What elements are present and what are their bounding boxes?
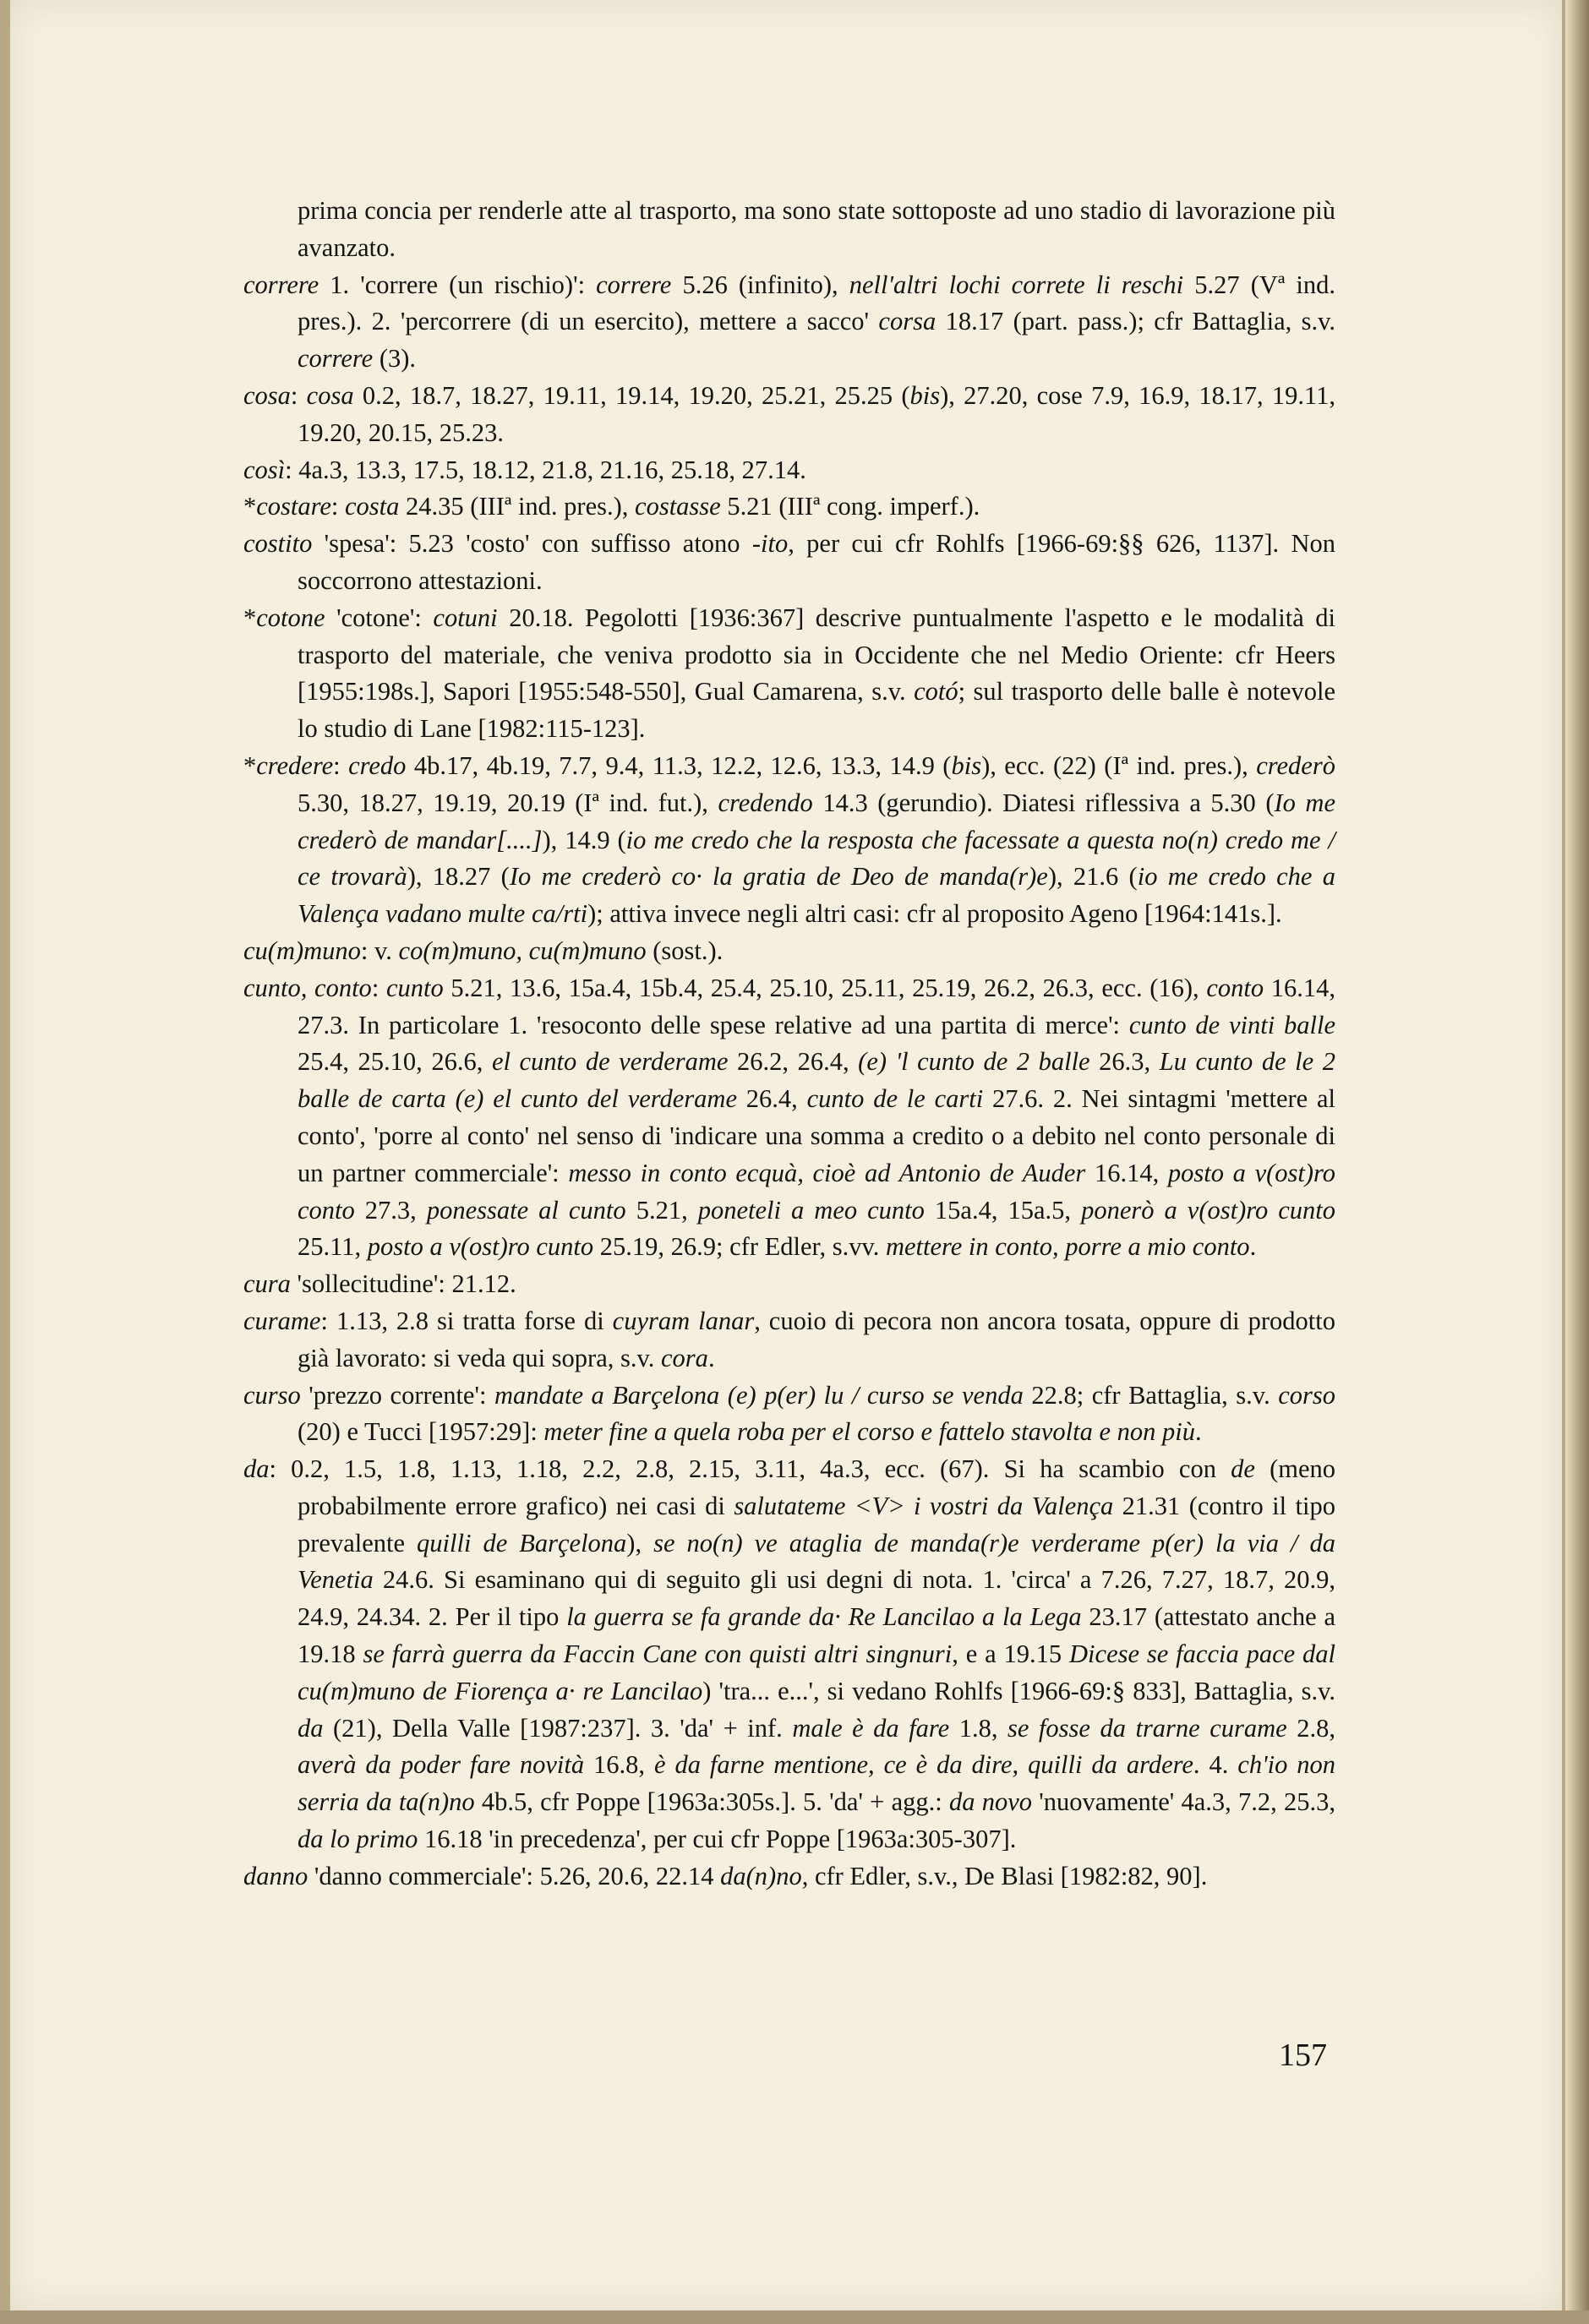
text-segment: 16.18 'in precedenza', per cui cfr Poppe [1963a:305-307].	[418, 1825, 1017, 1854]
italic-text: quilli de Barçelona	[417, 1528, 627, 1558]
text-segment: (sost.).	[646, 936, 724, 965]
italic-text: cotuni	[433, 603, 498, 632]
italic-text: ch'io non serria da ta(n)no	[298, 1750, 1336, 1817]
italic-text: cunto	[385, 973, 444, 1002]
italic-text: è da farne mentione, ce è da dire, quilli da ardere	[653, 1750, 1193, 1780]
text-segment: 15a.4, 15a.5,	[924, 1195, 1082, 1225]
italic-text: credendo	[718, 788, 813, 817]
page-spine-shadow	[1565, 0, 1589, 2324]
lemma-entry	[243, 1377, 1335, 1452]
italic-text: cosa	[243, 380, 291, 410]
italic-text: cora	[661, 1343, 708, 1372]
text-segment: , cuoio di pecora non ancora tosata, oppure di prodotto già lavorato: si veda qui sopra, s.v.	[298, 1306, 1335, 1372]
text-segment: 0.2, 18.7, 18.27, 19.11, 19.14, 19.20, 25.21, 25.25 (	[353, 380, 910, 410]
text-segment: 25.19, 26.9; cfr Edler, s.vv.	[593, 1232, 886, 1262]
text-segment: 20.18. Pegolotti [1936:367] descrive puntualmente l'aspetto e le modalità di trasporto del materiale, che veniva prodotto sia in Occidente che nel Medio Oriente: cfr Heers [1955:198s.], Sapori [1955:548-550], Gual Camarena, s.v.	[298, 603, 1336, 706]
text-segment: ; sul trasporto delle balle è notevole lo studio di Lane [1982:115-123].	[298, 677, 1336, 744]
text-segment: ), 18.27 (	[407, 862, 510, 892]
text-segment: 'cotone':	[325, 603, 434, 632]
italic-text: ponerò a v(ost)ro cunto	[1081, 1195, 1336, 1225]
text-segment: 5.26 (infinito),	[671, 270, 849, 299]
italic-text: curame	[243, 1306, 321, 1335]
italic-text: -ito	[751, 529, 789, 559]
text-segment: 5.30, 18.27, 19.19, 20.19 (Iª ind. fut.),	[298, 788, 718, 817]
text-segment: 26.4,	[737, 1084, 807, 1114]
dictionary-text	[243, 193, 1335, 1896]
italic-text: posto a v(ost)ro cunto	[367, 1232, 594, 1262]
text-segment: :	[290, 380, 307, 410]
text-segment: *	[243, 603, 257, 632]
italic-text: da lo primo	[298, 1825, 418, 1854]
text-segment: 'nuovamente' 4a.3, 7.2, 25.3,	[1031, 1787, 1335, 1817]
italic-text: da novo	[948, 1787, 1032, 1817]
italic-text: male è da fare	[792, 1713, 950, 1743]
italic-text: io me credo che la resposta che facessate a questa no(n) credo me / ce trovarà	[298, 825, 1335, 892]
italic-text: corsa	[878, 307, 936, 336]
lemma-entry	[243, 488, 1335, 526]
italic-text: cunto de vinti balle	[1128, 1010, 1335, 1039]
lemma-entry	[243, 748, 1335, 933]
text-segment: 'danno commerciale': 5.26, 20.6, 22.14	[308, 1861, 721, 1890]
text-segment: ); attiva invece negli altri casi: cfr al proposito Ageno [1964:141s.].	[587, 899, 1282, 929]
text-segment: :	[333, 750, 349, 780]
text-segment: (21), Della Valle [1987:237]. 3. 'da' + inf.	[323, 1713, 793, 1743]
text-segment: 25.4, 25.10, 26.6,	[298, 1047, 492, 1077]
italic-text: cura	[243, 1269, 291, 1299]
italic-text: costare	[256, 492, 331, 521]
italic-text: correre	[243, 270, 319, 299]
text-segment: ), 21.6 (	[1047, 862, 1138, 892]
text-segment: 27.3,	[354, 1195, 427, 1225]
lemma-entry	[243, 1858, 1335, 1896]
text-segment: 'prezzo corrente':	[300, 1380, 494, 1410]
text-segment: ),	[626, 1528, 654, 1558]
italic-text: Io me crederò de mandar[....]	[298, 788, 1335, 854]
text-segment: 1. 'correre (un rischio)':	[319, 270, 597, 299]
lemma-entry	[243, 600, 1335, 748]
italic-text: messo in conto ecquà, cioè ad Antonio de Auder	[568, 1158, 1086, 1187]
text-segment: (20) e Tucci [1957:29]:	[298, 1417, 544, 1447]
text-segment: . 4.	[1193, 1750, 1238, 1780]
text-segment: 22.8; cfr Battaglia, s.v.	[1023, 1380, 1279, 1410]
text-segment: .	[1249, 1232, 1257, 1262]
text-segment: 16.14,	[1085, 1158, 1168, 1187]
italic-text: curso	[243, 1380, 301, 1410]
italic-text: de	[1231, 1454, 1255, 1484]
italic-text: da	[243, 1454, 270, 1484]
italic-text: correre	[298, 344, 374, 374]
italic-text: posto a v(ost)ro conto	[298, 1158, 1336, 1225]
text-segment: 24.35 (IIIª ind. pres.),	[399, 492, 636, 521]
italic-text: da(n)no	[720, 1861, 802, 1890]
text-segment: 4b.17, 4b.19, 7.7, 9.4, 11.3, 12.2, 12.6, 13.3, 14.9 (	[406, 750, 952, 780]
page-bottom-edge	[0, 2310, 1589, 2324]
text-segment: , per cui cfr Rohlfs [1966-69:§§ 626, 1137]. Non soccorrono attestazioni.	[298, 529, 1335, 595]
text-segment: .	[1194, 1417, 1202, 1447]
italic-text: costito	[243, 529, 313, 559]
text-segment: 'spesa': 5.23 'costo' con suffisso atono	[312, 529, 752, 559]
italic-text: conto	[1206, 973, 1264, 1002]
italic-text: crederò	[1256, 750, 1335, 780]
text-segment: 4b.5, cfr Poppe [1963a:305s.]. 5. 'da' + agg.:	[474, 1787, 949, 1817]
italic-text: così	[243, 455, 286, 484]
text-segment: : 4a.3, 13.3, 17.5, 18.12, 21.8, 21.16, 25.18, 27.14.	[285, 455, 806, 484]
text-segment: 26.3,	[1089, 1047, 1160, 1077]
italic-text: io me credo che a Valença vadano multe ca/rti	[298, 862, 1335, 929]
lemma-entry	[243, 267, 1335, 378]
text-segment: :	[371, 973, 386, 1002]
text-segment: (meno probabilmente errore grafico) nei casi di	[298, 1454, 1335, 1520]
italic-text: cotó	[914, 677, 958, 706]
text-segment: :	[330, 492, 346, 521]
lemma-entry	[243, 378, 1335, 452]
italic-text: poneteli a meo cunto	[697, 1195, 925, 1225]
text-segment: : 1.13, 2.8 si tratta forse di	[320, 1306, 613, 1335]
italic-text: la guerra se fa grande da· Re Lancilao a la Lega	[566, 1602, 1082, 1632]
lemma-entry	[243, 1266, 1335, 1303]
italic-text: ponessate al cunto	[426, 1195, 626, 1225]
italic-text: costasse	[635, 492, 721, 521]
italic-text: credo	[348, 750, 407, 780]
text-segment: .	[707, 1343, 715, 1372]
italic-text: meter fine a quela roba per el corso e fattelo stavolta e non più	[543, 1417, 1195, 1447]
italic-text: corso	[1278, 1380, 1335, 1410]
continued-paragraph	[243, 193, 1335, 267]
italic-text: danno	[243, 1861, 309, 1890]
text-segment: 5.21 (IIIª cong. imperf.).	[720, 492, 980, 521]
italic-text: bis	[909, 380, 941, 410]
text-segment: , e a 19.15	[952, 1639, 1070, 1669]
text-segment: : 0.2, 1.5, 1.8, 1.13, 1.18, 2.2, 2.8, 2.15, 3.11, 4a.3, ecc. (67). Si ha scambio con	[269, 1454, 1231, 1484]
lemma-entry	[243, 452, 1335, 489]
lemma-entry	[243, 933, 1335, 970]
italic-text: salutateme <V> i vostri da Valença	[734, 1491, 1114, 1520]
text-segment: (3).	[373, 344, 417, 374]
text-segment: 27.6. 2. Nei sintagmi 'mettere al conto', 'porre al conto' nel senso di 'indicare una somma a credito o a debito nel conto personale di un partner commerciale':	[298, 1084, 1336, 1187]
italic-text: Dicese se faccia pace dal cu(m)muno de Fiorença a· re Lancilao	[298, 1639, 1336, 1705]
text-segment: 18.17 (part. pass.); cfr Battaglia, s.v.	[936, 307, 1336, 336]
italic-text: da	[298, 1713, 324, 1743]
book-page	[10, 0, 1562, 2310]
text-segment: 23.17 (attestato anche a 19.18	[298, 1602, 1335, 1669]
italic-text: costa	[345, 492, 400, 521]
lemma-entry	[243, 1303, 1335, 1377]
text-segment: 'sollecitudine': 21.12.	[290, 1269, 516, 1299]
italic-text: se fosse da trarne curame	[1007, 1713, 1287, 1743]
italic-text: co(m)muno, cu(m)muno	[398, 936, 647, 965]
text-segment: 5.21, 13.6, 15a.4, 15b.4, 25.4, 25.10, 25.11, 25.19, 26.2, 26.3, ecc. (16),	[443, 973, 1207, 1002]
italic-text: Lu cunto de le 2 balle de carta (e) el cunto del verderame	[298, 1047, 1336, 1114]
text-segment: 5.27 (Vª ind. pres.). 2. 'percorrere (di un esercito), mettere a sacco'	[298, 270, 1335, 336]
italic-text: se no(n) ve ataglia de manda(r)e verderame p(er) la via / da Venetia	[298, 1528, 1335, 1595]
italic-text: cosa	[306, 380, 354, 410]
italic-text: (e) 'l cunto de 2 balle	[858, 1047, 1090, 1077]
italic-text: mettere in conto, porre a mio conto	[885, 1232, 1250, 1262]
text-segment: ), 14.9 (	[542, 825, 626, 854]
text-segment: ), 27.20, cose 7.9, 16.9, 18.17, 19.11, 19.20, 20.15, 25.23.	[298, 380, 1335, 447]
text-segment: 26.2, 26.4,	[728, 1047, 859, 1077]
italic-text: el cunto de verderame	[491, 1047, 729, 1077]
italic-text: cotone	[256, 603, 325, 632]
text-segment: , cfr Edler, s.v., De Blasi [1982:82, 90].	[801, 1861, 1208, 1890]
italic-text: credere	[256, 750, 334, 780]
page-number: 157	[1279, 2038, 1327, 2073]
lemma-entry	[243, 526, 1335, 600]
text-segment: 16.8,	[584, 1750, 654, 1780]
italic-text: cu(m)muno	[243, 936, 361, 965]
italic-text: bis	[951, 750, 982, 780]
text-segment: 1.8,	[949, 1713, 1007, 1743]
text-segment: ) 'tra... e...', si vedano Rohlfs [1966-69:§ 833], Battaglia, s.v.	[702, 1676, 1335, 1705]
text-segment: ), ecc. (22) (Iª ind. pres.),	[981, 750, 1257, 780]
text-segment: 25.11,	[298, 1232, 368, 1262]
italic-text: cunto de le carti	[806, 1084, 984, 1114]
italic-text: mandate a Barçelona (e) p(er) lu / curso se venda	[494, 1380, 1024, 1410]
text-segment: 14.3 (gerundio). Diatesi riflessiva a 5.30 (	[812, 788, 1275, 817]
text-segment: 21.31 (contro il tipo prevalente	[298, 1491, 1335, 1558]
italic-text: correre	[596, 270, 672, 299]
italic-text: averà da poder fare novità	[298, 1750, 585, 1780]
text-segment: prima concia per renderle atte al trasporto, ma sono state sottoposte ad uno stadio di lavorazione più avanzato.	[298, 196, 1335, 262]
italic-text: Io me crederò co· la gratia de Deo de manda(r)e	[509, 862, 1048, 892]
lemma-entry	[243, 970, 1335, 1266]
text-segment: 2.8,	[1286, 1713, 1335, 1743]
italic-text: cunto, conto	[243, 973, 372, 1002]
text-segment: 16.14, 27.3. In particolare 1. 'resoconto delle spese relative ad una partita di merce':	[298, 973, 1335, 1039]
text-segment: 5.21,	[625, 1195, 698, 1225]
italic-text: se farrà guerra da Faccin Cane con quisti altri singnuri	[363, 1639, 953, 1669]
italic-text: nell'altri lochi correte li reschi	[849, 270, 1184, 299]
text-segment: *	[243, 492, 257, 521]
text-segment: *	[243, 750, 257, 780]
text-segment: 24.6. Si esaminano qui di seguito gli usi degni di nota. 1. 'circa' a 7.26, 7.27, 18.7, 20.9, 24.9, 24.34. 2. Per il tipo	[298, 1565, 1335, 1632]
italic-text: cuyram lanar	[612, 1306, 755, 1335]
text-segment: : v.	[360, 936, 399, 965]
lemma-entry	[243, 1451, 1335, 1858]
